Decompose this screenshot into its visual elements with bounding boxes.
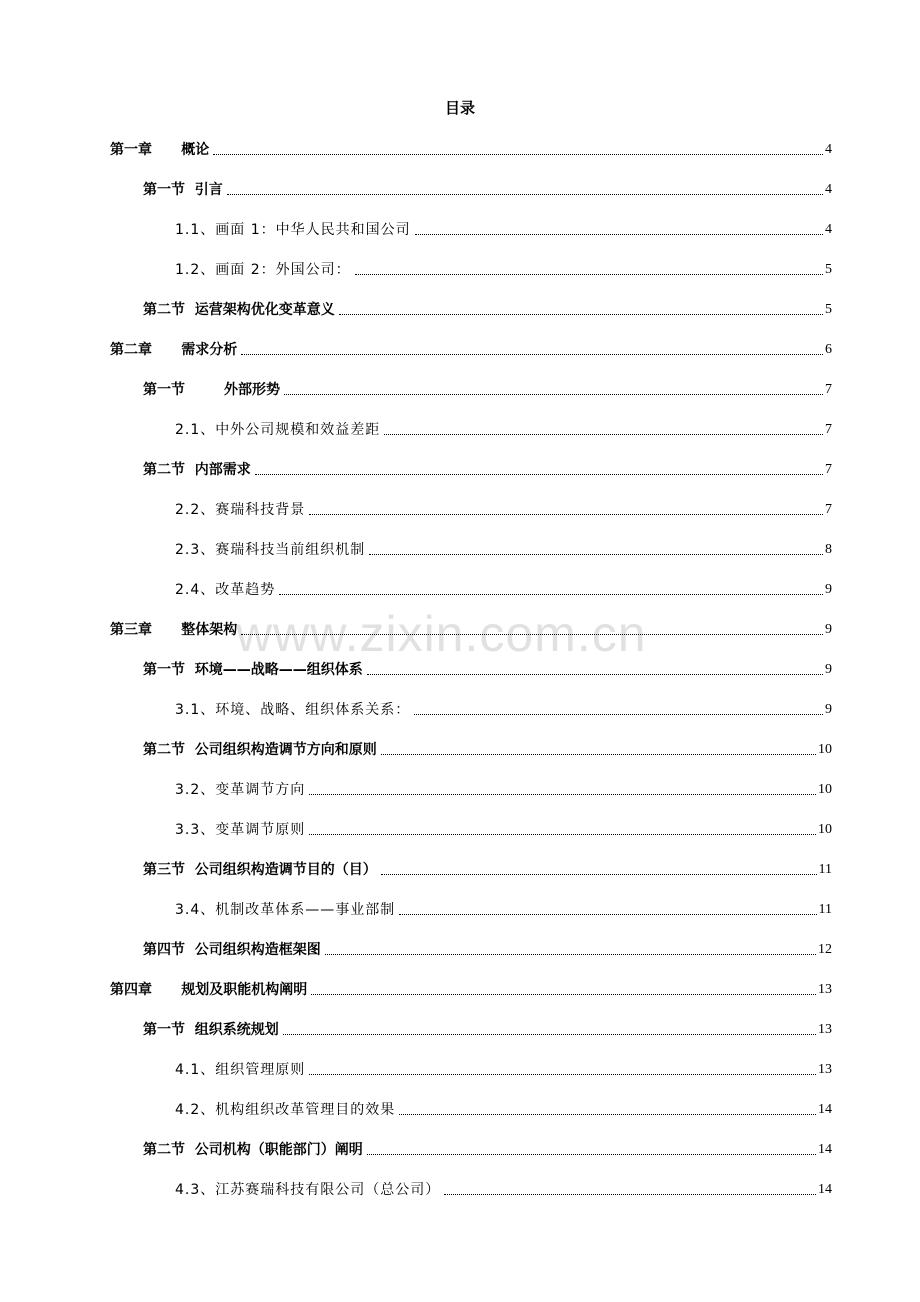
toc-entry-section[interactable] bbox=[143, 937, 832, 959]
dot-leader bbox=[309, 794, 816, 795]
toc-entry-subsection[interactable] bbox=[175, 537, 832, 559]
dot-leader bbox=[309, 514, 823, 515]
toc-entry-subsection[interactable] bbox=[175, 217, 832, 239]
toc-entry-subsection[interactable] bbox=[175, 257, 832, 279]
toc-label: 第四章 规划及职能机构阐明 bbox=[110, 982, 308, 998]
toc-page-number: 14 bbox=[818, 1102, 832, 1117]
toc-page-number: 9 bbox=[825, 582, 832, 597]
toc-page-number: 9 bbox=[825, 622, 832, 637]
toc-entry-section[interactable] bbox=[143, 177, 832, 199]
dot-leader bbox=[384, 434, 823, 435]
toc-page-number: 4 bbox=[825, 222, 832, 237]
toc-entry-subsection[interactable] bbox=[175, 1097, 832, 1119]
toc-page-number: 10 bbox=[818, 782, 832, 797]
toc-page-number: 11 bbox=[818, 862, 832, 877]
toc-entry-subsection[interactable] bbox=[175, 817, 832, 839]
dot-leader bbox=[213, 154, 823, 155]
toc-entry-subsection[interactable] bbox=[175, 417, 832, 439]
toc-entry-subsection[interactable] bbox=[175, 1177, 832, 1199]
toc-label: 1.2、画面 2：外国公司： bbox=[175, 262, 351, 278]
toc-page-number: 4 bbox=[825, 142, 832, 157]
toc-label: 4.3、江苏赛瑞科技有限公司（总公司） bbox=[175, 1182, 441, 1198]
toc-entry-section[interactable] bbox=[143, 1137, 832, 1159]
dot-leader bbox=[381, 754, 816, 755]
toc-page-number: 10 bbox=[818, 822, 832, 837]
toc-label: 第二章 需求分析 bbox=[110, 342, 238, 358]
toc-entry-chapter[interactable] bbox=[110, 617, 832, 639]
toc-label: 4.1、组织管理原则 bbox=[175, 1062, 306, 1078]
toc-label: 3.2、变革调节方向 bbox=[175, 782, 306, 798]
toc-page-number: 7 bbox=[825, 502, 832, 517]
toc-entry-section[interactable] bbox=[143, 857, 832, 879]
toc-label: 第二节 内部需求 bbox=[143, 462, 251, 478]
dot-leader bbox=[414, 714, 823, 715]
toc-label: 4.2、机构组织改革管理目的效果 bbox=[175, 1102, 396, 1118]
toc-page-number: 14 bbox=[818, 1142, 832, 1157]
toc-label: 1.1、画面 1：中华人民共和国公司 bbox=[175, 222, 411, 238]
dot-leader bbox=[367, 674, 823, 675]
toc-label: 第三章 整体架构 bbox=[110, 622, 238, 638]
toc-page-number: 13 bbox=[818, 1062, 832, 1077]
toc-entry-subsection[interactable] bbox=[175, 1057, 832, 1079]
toc-page-number: 13 bbox=[818, 1022, 832, 1037]
toc-entry-section[interactable] bbox=[143, 377, 832, 399]
toc-entry-chapter[interactable] bbox=[110, 977, 832, 999]
toc-page-number: 9 bbox=[825, 662, 832, 677]
toc-page-number: 13 bbox=[818, 982, 832, 997]
toc-page-number: 4 bbox=[825, 182, 832, 197]
toc-label: 第二节 运营架构优化变革意义 bbox=[143, 302, 335, 318]
toc-page-number: 7 bbox=[825, 422, 832, 437]
toc-label: 第一节 环境——战略——组织体系 bbox=[143, 662, 363, 678]
toc-label: 3.3、变革调节原则 bbox=[175, 822, 306, 838]
toc-entry-section[interactable] bbox=[143, 737, 832, 759]
toc-page-number: 7 bbox=[825, 462, 832, 477]
toc-label: 第一章 概论 bbox=[110, 142, 210, 158]
dot-leader bbox=[381, 874, 817, 875]
toc-entry-section[interactable] bbox=[143, 657, 832, 679]
watermark: www.zixin.com.cn bbox=[236, 606, 647, 662]
toc-entry-chapter[interactable] bbox=[110, 137, 832, 159]
dot-leader bbox=[444, 1194, 816, 1195]
dot-leader bbox=[369, 554, 823, 555]
toc-page-number: 5 bbox=[825, 302, 832, 317]
toc-label: 3.4、机制改革体系——事业部制 bbox=[175, 902, 396, 918]
toc-entry-chapter[interactable] bbox=[110, 337, 832, 359]
toc-entry-subsection[interactable] bbox=[175, 497, 832, 519]
toc-label: 第一节 外部形势 bbox=[143, 382, 280, 398]
dot-leader bbox=[309, 834, 816, 835]
dot-leader bbox=[339, 314, 823, 315]
toc-title: 目录 bbox=[444, 99, 475, 117]
dot-leader bbox=[415, 234, 823, 235]
toc-page-number: 6 bbox=[825, 342, 832, 357]
toc-page-number: 10 bbox=[818, 742, 832, 757]
dot-leader bbox=[241, 354, 823, 355]
toc-label: 第三节 公司组织构造调节目的（目） bbox=[143, 862, 377, 878]
dot-leader bbox=[309, 1074, 816, 1075]
toc-entry-section[interactable] bbox=[143, 297, 832, 319]
dot-leader bbox=[255, 474, 823, 475]
dot-leader bbox=[367, 1154, 816, 1155]
toc-label: 第一节 组织系统规划 bbox=[143, 1022, 279, 1038]
toc-entry-section[interactable] bbox=[143, 457, 832, 479]
dot-leader bbox=[399, 1114, 816, 1115]
toc-page-number: 14 bbox=[818, 1182, 832, 1197]
dot-leader bbox=[279, 594, 823, 595]
toc-entry-subsection[interactable] bbox=[175, 577, 832, 599]
dot-leader bbox=[399, 914, 816, 915]
toc-page-number: 11 bbox=[818, 902, 832, 917]
toc-page-number: 9 bbox=[825, 702, 832, 717]
dot-leader bbox=[355, 274, 823, 275]
toc-page-number: 7 bbox=[825, 382, 832, 397]
toc-page-number: 12 bbox=[818, 942, 832, 957]
toc-label: 第二节 公司机构（职能部门）阐明 bbox=[143, 1142, 363, 1158]
toc-entry-subsection[interactable] bbox=[175, 777, 832, 799]
toc-label: 第一节 引言 bbox=[143, 182, 223, 198]
toc-label: 2.2、赛瑞科技背景 bbox=[175, 502, 306, 518]
toc-page-number: 8 bbox=[825, 542, 832, 557]
toc-label: 2.1、中外公司规模和效益差距 bbox=[175, 422, 381, 438]
toc-label: 2.3、赛瑞科技当前组织机制 bbox=[175, 542, 366, 558]
toc-label: 第四节 公司组织构造框架图 bbox=[143, 942, 321, 958]
toc-page-number: 5 bbox=[825, 262, 832, 277]
toc-entry-section[interactable] bbox=[143, 1017, 832, 1039]
dot-leader bbox=[311, 994, 816, 995]
toc-entry-subsection[interactable] bbox=[175, 697, 832, 719]
dot-leader bbox=[227, 194, 823, 195]
dot-leader bbox=[283, 1034, 816, 1035]
toc-label: 2.4、改革趋势 bbox=[175, 582, 276, 598]
toc-label: 第二节 公司组织构造调节方向和原则 bbox=[143, 742, 377, 758]
toc-label: 3.1、环境、战略、组织体系关系： bbox=[175, 702, 411, 718]
dot-leader bbox=[325, 954, 816, 955]
dot-leader bbox=[284, 394, 823, 395]
toc-entry-subsection[interactable] bbox=[175, 897, 832, 919]
dot-leader bbox=[241, 634, 823, 635]
